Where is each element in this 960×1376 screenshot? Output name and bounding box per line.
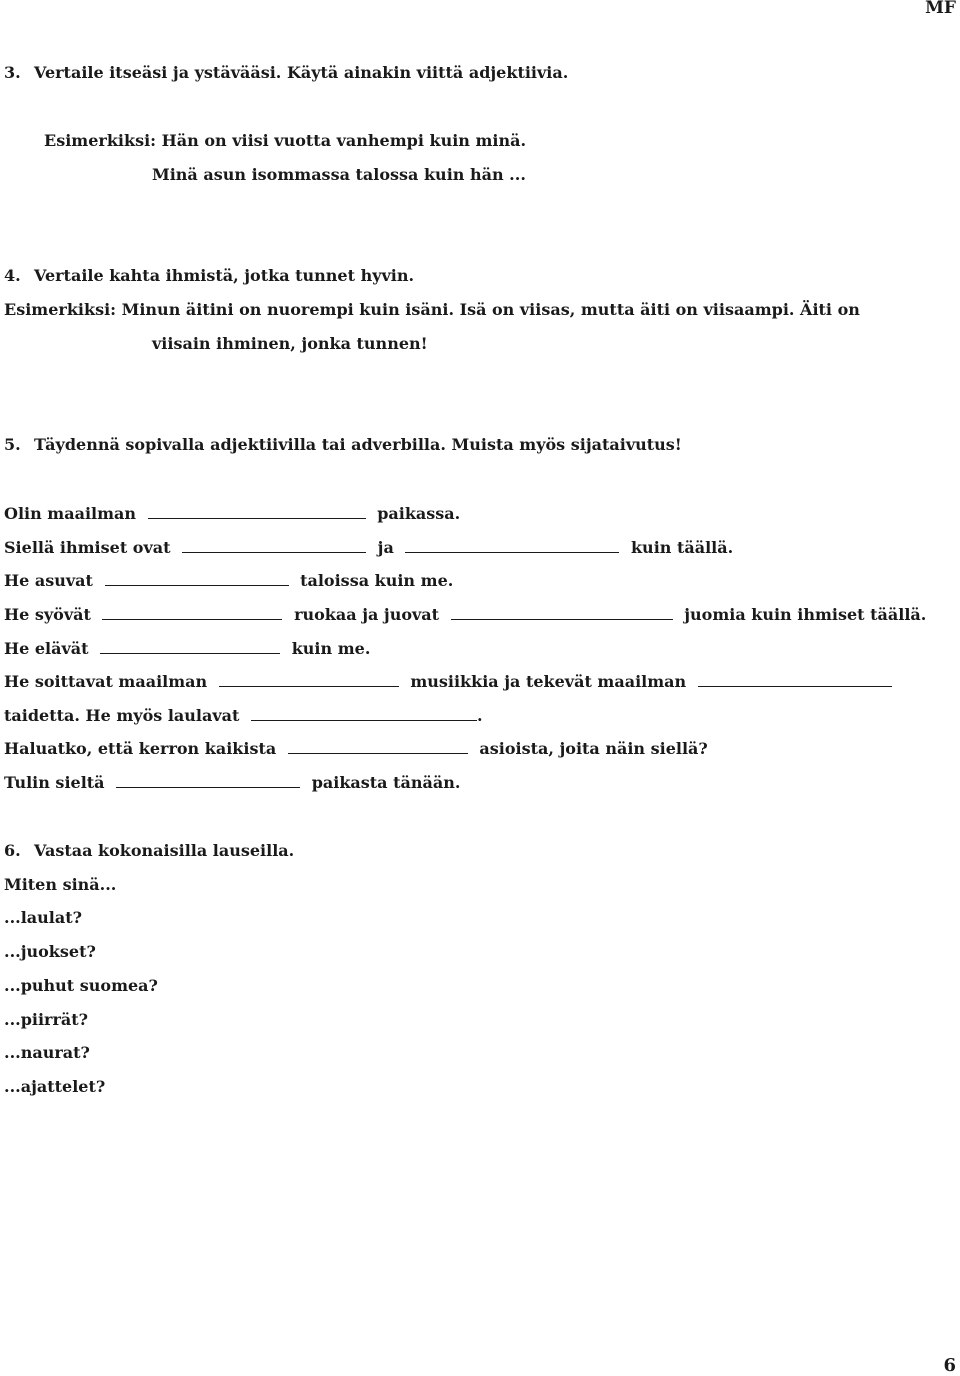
task6-lead: Miten sinä... (4, 875, 117, 894)
task5-sentence-4 (4, 604, 926, 626)
task4-example-1: Esimerkiksi: Minun äitini on nuorempi kuin isäni. Isä on viisas, mutta äiti on viisaampi. Äiti on (4, 300, 860, 319)
sentence-text: . (477, 706, 483, 725)
task4-instruction: Vertaile kahta ihmistä, jotka tunnet hyvin. (34, 266, 415, 285)
task4-number: 4. (4, 266, 21, 285)
task5-sentence-9 (4, 772, 460, 794)
task4-heading (0, 265, 414, 287)
task6-item: ...laulat? (4, 908, 82, 927)
fill-blank[interactable] (182, 538, 366, 553)
sentence-text: juomia kuin ihmiset täällä. (684, 605, 927, 624)
task5-heading (0, 434, 682, 456)
fill-blank[interactable] (102, 605, 282, 620)
sentence-text: Siellä ihmiset ovat (4, 538, 171, 557)
sentence-text: Olin maailman (4, 504, 137, 523)
sentence-text: taloissa kuin me. (300, 571, 454, 590)
task5-sentence-1 (4, 503, 460, 525)
task3-number: 3. (4, 63, 21, 82)
task3-example-2: Minä asun isommassa talossa kuin hän ... (152, 165, 526, 184)
task4-example-2: viisain ihminen, jonka tunnen! (152, 334, 428, 353)
sentence-text: asioista, joita näin siellä? (479, 739, 708, 758)
fill-blank[interactable] (148, 504, 366, 519)
fill-blank[interactable] (100, 639, 280, 654)
task5-sentence-3 (4, 570, 453, 592)
sentence-text: kuin täällä. (630, 538, 734, 557)
task6-item: ...ajattelet? (4, 1077, 106, 1096)
sentence-text: He soittavat maailman (4, 672, 208, 691)
sentence-text: Tulin sieltä (4, 773, 105, 792)
sentence-text: ja (377, 538, 394, 557)
task5-sentence-8 (4, 738, 708, 760)
task5-number: 5. (4, 435, 21, 454)
task6-item: ...juokset? (4, 942, 96, 961)
task6-item: ...piirrät? (4, 1010, 89, 1029)
document-header-label: MF (925, 0, 956, 18)
task5-sentence-7 (4, 705, 483, 727)
sentence-text: Haluatko, että kerron kaikista (4, 739, 277, 758)
sentence-text: kuin me. (291, 639, 371, 658)
fill-blank[interactable] (698, 672, 892, 687)
task6-instruction: Vastaa kokonaisilla lauseilla. (34, 841, 295, 860)
task3-instruction: Vertaile itseäsi ja ystävääsi. Käytä ainakin viittä adjektiivia. (34, 63, 569, 82)
sentence-text: paikassa. (377, 504, 461, 523)
task6-item: ...puhut suomea? (4, 976, 158, 995)
sentence-text: ruokaa ja juovat (294, 605, 440, 624)
task6-number: 6. (4, 841, 21, 860)
sentence-text: musiikkia ja tekevät maailman (410, 672, 687, 691)
task6-item: ...naurat? (4, 1043, 90, 1062)
fill-blank[interactable] (405, 538, 619, 553)
sentence-text: He elävät (4, 639, 89, 658)
sentence-text: He asuvat (4, 571, 93, 590)
page-number: 6 (943, 1355, 956, 1376)
task3-heading (0, 62, 568, 84)
fill-blank[interactable] (451, 605, 673, 620)
task5-sentence-6 (4, 671, 898, 693)
sentence-text: taidetta. He myös laulavat (4, 706, 240, 725)
fill-blank[interactable] (116, 773, 300, 788)
task3-example-1: Esimerkiksi: Hän on viisi vuotta vanhempi kuin minä. (44, 131, 527, 150)
task5-sentence-5 (4, 638, 370, 660)
fill-blank[interactable] (251, 706, 477, 721)
task5-sentence-2 (4, 537, 733, 559)
fill-blank[interactable] (219, 672, 399, 687)
task6-heading (0, 840, 294, 862)
fill-blank[interactable] (288, 739, 468, 754)
sentence-text: paikasta tänään. (311, 773, 461, 792)
fill-blank[interactable] (105, 571, 289, 586)
task5-instruction: Täydennä sopivalla adjektiivilla tai adverbilla. Muista myös sijataivutus! (34, 435, 682, 454)
sentence-text: He syövät (4, 605, 91, 624)
